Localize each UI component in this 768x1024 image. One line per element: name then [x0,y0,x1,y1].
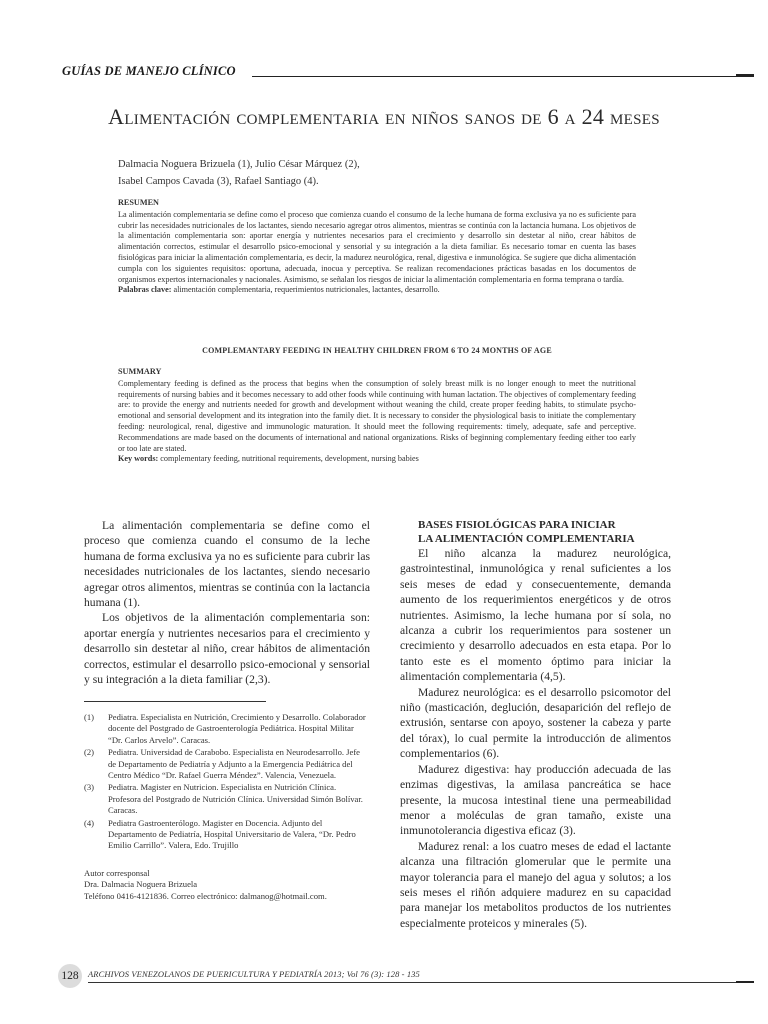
summary-keywords [118,454,636,465]
summary-keywords-text: complementary feeding, nutritional requirements, development, nursing babies [158,454,419,464]
resumen-keywords [118,285,636,296]
resumen-block [118,198,636,296]
correspondence-label: Autor corresponsal [84,868,150,878]
footnote [84,747,370,781]
footnote-number: (3) [84,782,95,793]
body-paragraph: Los objetivos de la alimentación complementaria son: aportar energía y nutrientes necesarios para el crecimiento y desarrollo sin destetar al niño, crear hábitos de alimentación correctos, estimular el desarrollo psico-emocional y sensorial y su integración a la dieta familiar (2,3). [84,611,370,687]
footnote-rule [84,701,266,702]
footnote-number: (4) [84,817,95,828]
journal-citation: ARCHIVOS VENEZOLANOS DE PUERICULTURA Y PEDIATRÍA 2013; Vol 76 (3): 128 - 135 [88,969,420,979]
resumen-keywords-text: alimentación complementaria, requerimientos nutricionales, lactantes, desarrollo. [171,285,440,295]
summary-text: Complementary feeding is defined as the process that begins when the consumption of solely breast milk is no longer enough to meet the nutritional requirements of nursing babies and it becomes necessary to add other foods while continuing with human lactation. The objectives of complementary feeding are: to provide the energy and nutrients needed for growth and development without weaning the child, create proper feeding habits, to stimulate psycho-emotional and sensorial development and its integration into the family diet. It is necessary to consider the physiological basis to initiate the complementary feeding: neurological, renal, digestive and immunologic maturation. It should meet the following requirements: timely, adequate, safe and perceptive. Recommendations are made based on the documents of international and national organizations. Risks of beginning complementary feeding either too early or too late are stated. [118,378,636,453]
section-header: GUÍAS DE MANEJO CLÍNICO [62,64,236,78]
footnote-text: Pediatra. Especialista en Nutrición, Crecimiento y Desarrollo. Colaborador docente del Postgrado de Gastroenterología Pediátrica. Hospital Militar “Dr. Carlos Arvelo”. Caracas. [108,712,366,745]
footnote [84,818,370,852]
english-title: COMPLEMANTARY FEEDING IN HEALTHY CHILDREN FROM 6 TO 24 MONTHS OF AGE [202,346,552,355]
footnotes [84,712,370,853]
right-column [400,518,671,931]
footnote-number: (2) [84,747,95,758]
correspondence-contact: Teléfono 0416-4121836. Correo electrónico: dalmanog@hotmail.com. [84,890,327,901]
summary-block [118,367,636,465]
correspondence-name: Dra. Dalmacia Noguera Brizuela [84,879,198,890]
footnote [84,712,370,746]
header-rule-tick [736,74,754,76]
summary-heading: SUMMARY [118,367,162,376]
body-paragraph: Madurez neurológica: es el desarrollo psicomotor del niño (masticación, deglución, desaparición del reflejo de extrusión, sentarse con apoyo, sostener la cabeza y parte del tórax), lo cual permite la introducción de alimentos complementarios (6). [400,685,671,761]
authors-line-2: Isabel Campos Cavada (3), Rafael Santiago (4). [118,176,319,187]
page-number: 128 [58,964,82,988]
footnote-text: Pediatra Gastroenterólogo. Magister en Docencia. Adjunto del Departamento de Pediatría, Hospital Universitario de Valera, “Dr. Pedro Emilio Carrillo”. Valera, Edo. Trujillo [108,817,356,851]
authors-line-1: Dalmacia Noguera Brizuela (1), Julio César Márquez (2), [118,159,360,170]
footer-rule [88,982,754,983]
resumen-keywords-label: Palabras clave: [118,285,172,295]
footnote-text: Pediatra. Magister en Nutricion. Especialista en Nutrición Clínica. Profesora del Postgrado de Nutrición Clínica. Universidad Simón Bolívar. Caracas. [108,782,363,816]
body-paragraph: El niño alcanza la madurez neurológica, gastrointestinal, inmunológica y renal suficientes a los seis meses de edad y consecuentemente, demanda aumento de los requerimientos energéticos y de otros nutrientes. Asimismo, la leche humana por sí sola, no alcanza a cubrir los requerimientos para sostener un crecimiento y desarrollo adecuados en esta etapa. Por lo tanto este es el momento óptimo para iniciar la alimentación complementaria (4,5). [400,547,671,684]
correspondence [84,868,374,902]
article-title: Alimentación complementaria en niños sanos de 6 a 24 meses [108,104,660,129]
footer-rule-tick [736,981,754,983]
footnote-text: Pediatra. Universidad de Carabobo. Especialista en Neurodesarrollo. Jefe de Departamento de Pediatría y Adjunto a la Emergencia Pediátrica del Centro Médico “Dr. Rafael Guerra Méndez”. Valencia, Venezuela. [108,747,360,781]
body-paragraph: Madurez renal: a los cuatro meses de edad el lactante alcanza una filtración glomerular que le permite una mayor tolerancia para el manejo del agua y solutos; a los seis meses el riñón adquiere madurez en su capacidad para manejar los metabolitos productos de los nutrientes especialmente proteicos y minerales (5). [400,839,671,930]
authors [118,156,478,190]
footnote [84,782,370,816]
footnote-number: (1) [84,712,95,722]
section-heading: LA ALIMENTACIÓN COMPLEMENTARIA [418,533,635,545]
header-rule [252,76,754,77]
body-paragraph: Madurez digestiva: hay producción adecuada de las enzimas digestivas, la amilasa pancreática se hace presente, la mucosa intestinal tiene una permeabilidad menor a moléculas de gran tamaño, existe una inmunotolerancia digestiva eficaz (3). [400,762,671,838]
resumen-text: La alimentación complementaria se define como el proceso que comienza cuando el consumo de la leche humana de forma exclusiva ya no es suficiente para cubrir las necesidades nutricionales de los lactantes, siendo necesario agregar otros alimentos, mientras se continúa con la lactancia humana. Los objetivos de la alimentación complementaria son: aportar energía y nutrientes necesarios para el crecimiento y desarrollo sin destetar al niño, crear hábitos de alimentación correctos, estimular el desarrollo psico-emocional y sensorial y su integración a la dieta familiar. Es necesario tomar en cuenta las bases fisiológicas para iniciar la alimentación complementaria, es decir, la madurez neurológica, renal, digestiva e inmunológica. Se sugiere que dicha alimentación cumpla con los siguientes requisitos: oportuna, adecuada, inocua y perceptiva. Se realizan recomendaciones prácticas basadas en los documentos de organismos expertos internacionales y nacionales. Asimismo, se señalan los riesgos de iniciar la alimentación complementaria en forma temprana o tardía. [118,209,636,284]
resumen-heading: RESUMEN [118,198,159,207]
left-column [84,518,370,687]
section-heading: BASES FISIOLÓGICAS PARA INICIAR [418,519,616,531]
summary-keywords-label: Key words: [118,454,159,464]
body-paragraph: La alimentación complementaria se define como el proceso que comienza cuando el consumo de la leche humana de forma exclusiva ya no es suficiente para cubrir las necesidades nutricionales de los lactantes, siendo necesario agregar otros alimentos, mientras se continúa con la lactancia humana (1). [84,519,370,610]
